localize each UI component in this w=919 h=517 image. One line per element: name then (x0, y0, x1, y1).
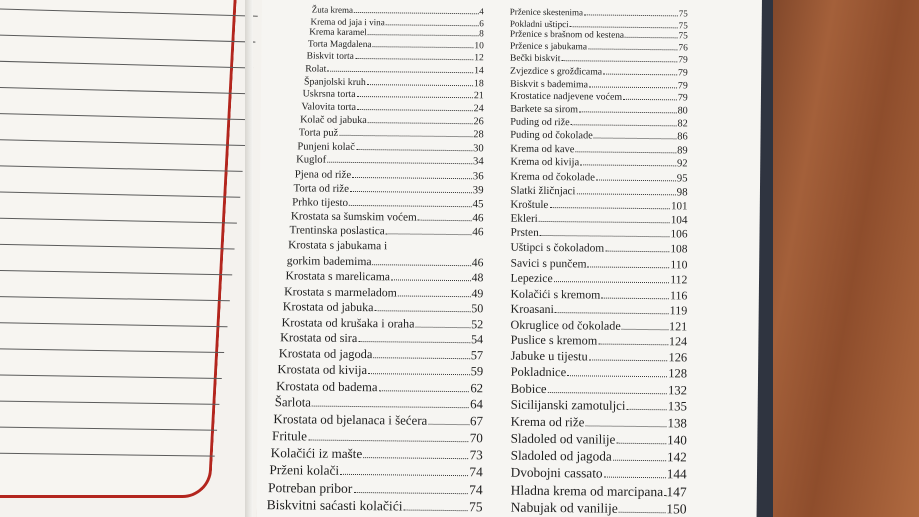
toc-entry-page-number: 75 (678, 19, 688, 30)
toc-entry-page-number: 132 (667, 382, 688, 397)
toc-entry-dots (363, 457, 468, 459)
toc-entry-title: Torta puž (298, 127, 339, 140)
toc-entry (276, 379, 483, 396)
notebook-rule-line (0, 8, 258, 16)
toc-entry-page-number: 54 (470, 332, 484, 347)
toc-entry-page-number: 28 (473, 129, 484, 141)
toc-entry-page-number: 62 (470, 380, 484, 395)
toc-entry-title: Pokladnice (510, 364, 567, 380)
toc-entry-page-number: 124 (668, 334, 688, 349)
toc-entry-title: Sicilijanski zamotuljci (510, 397, 626, 413)
toc-entry-page-number: 73 (469, 447, 483, 463)
toc-entry-page-number: 18 (473, 77, 484, 90)
toc-entry-page-number: 86 (677, 131, 688, 143)
toc-entry-dots (664, 495, 665, 496)
toc-entry-title: Kolačići s kremom (510, 286, 601, 302)
toc-entry-page-number: 79 (678, 67, 688, 79)
toc-entry (510, 286, 687, 303)
toc-entry-dots (567, 375, 667, 377)
toc-entry-page-number: 24 (473, 103, 484, 115)
toc-entry-page-number: 75 (678, 31, 688, 42)
toc-entry-dots (554, 281, 670, 283)
toc-entry-page-number: 101 (670, 199, 688, 213)
toc-entry-title: Krostata od kivija (277, 362, 368, 378)
toc-entry-dots (355, 58, 473, 60)
toc-entry (291, 210, 484, 224)
toc-entry-page-number: 76 (678, 43, 688, 54)
toc-entry (511, 482, 687, 500)
toc-entry (280, 331, 483, 348)
toc-entry-title: Šarlota (274, 395, 312, 410)
toc-entry-page-number: 138 (667, 415, 687, 431)
toc-entry-page-number: 4 (479, 6, 484, 17)
toc-entry (511, 349, 688, 366)
toc-entry-title: Kroštule (510, 198, 549, 211)
toc-entry-dots (374, 310, 470, 312)
toc-entry-page-number: 30 (473, 142, 484, 154)
toc-entry (310, 16, 483, 29)
toc-entry-dots (626, 409, 666, 410)
toc-entry (510, 184, 687, 198)
toc-entry (288, 239, 483, 253)
toc-entry-title: Pokladni uštipci (509, 18, 569, 29)
toc-entry (510, 130, 688, 143)
toc-entry-title: Krema karamel (309, 27, 367, 39)
toc-entry-title: Savici s punčem (510, 256, 587, 271)
toc-entry-title: Fritule (271, 428, 308, 444)
toc-entry-title: Krostata od jabuka (282, 299, 374, 315)
toc-entry-title: Bobice (510, 381, 547, 396)
toc-entry-title: gorkim bademima (286, 253, 372, 268)
toc-entry (510, 117, 688, 130)
toc-entry-dots (349, 205, 471, 207)
notebook-rule-line (0, 296, 230, 302)
toc-entry-title: Puding od čokolade (510, 129, 593, 142)
toc-entry-page-number: 59 (470, 364, 484, 379)
toc-entry (281, 315, 483, 332)
toc-entry-page-number: 48 (471, 270, 484, 284)
toc-entry-page-number: 8 (479, 29, 484, 40)
toc-entry-title: Bečki biskvit (509, 53, 561, 65)
toc-entry-dots (358, 341, 470, 343)
toc-entry (299, 128, 484, 141)
toc-entry-dots (596, 179, 676, 181)
toc-entry-page-number: 75 (468, 499, 483, 515)
toc-entry (510, 157, 687, 170)
toc-entry-title: Punjeni kolač (297, 140, 355, 153)
toc-entry (297, 141, 483, 154)
toc-entry-page-number: 79 (678, 55, 688, 66)
book-gutter (245, 0, 253, 517)
toc-entry-title: Prženice s brašnom od kestena (509, 29, 625, 41)
toc-entry (510, 91, 688, 104)
toc-entry (271, 445, 483, 463)
toc-entry-page-number: 82 (677, 118, 688, 130)
toc-entry-page-number: 45 (472, 197, 484, 210)
toc-entry-dots (354, 12, 478, 14)
notebook-rule-line (0, 270, 232, 276)
toc-entry (510, 54, 688, 66)
toc-entry-dots (589, 360, 668, 362)
toc-entry-dots (616, 443, 666, 445)
toc-entry-dots (353, 492, 468, 494)
toc-entry-page-number: 95 (676, 172, 688, 185)
toc-entry-page-number: 104 (670, 214, 688, 227)
toc-entry-page-number: 46 (471, 255, 484, 270)
toc-entry-dots (540, 235, 670, 237)
toc-entry (300, 114, 484, 127)
toc-entry (273, 412, 483, 429)
toc-entry-page-number: 49 (471, 285, 484, 301)
notebook-rule-line (0, 87, 250, 95)
toc-entry (284, 284, 483, 301)
toc-entry-page-number: 39 (472, 183, 484, 196)
toc-entry-dots (584, 14, 678, 16)
notebook-rule-line (0, 34, 255, 42)
toc-entry-title: Krema od čokolade (510, 170, 595, 184)
toc-entry-page-number: 46 (472, 226, 484, 239)
toc-entry-dots (580, 164, 676, 166)
toc-entry-page-number: 75 (678, 8, 688, 19)
toc-entry-dots (373, 46, 474, 48)
toc-entry-dots (372, 264, 470, 266)
toc-entry (309, 28, 484, 40)
toc-entry-dots (561, 60, 677, 62)
toc-entry (511, 500, 687, 517)
toc-entry (510, 66, 688, 79)
toc-entry-title: Sladoled od vanilije (510, 430, 616, 448)
toc-entry-dots (548, 392, 667, 394)
toc-entry (307, 52, 484, 64)
toc-entry-title: Potreban pribor (267, 479, 353, 496)
toc-entry-dots (589, 86, 677, 88)
toc-entry (510, 42, 688, 54)
toc-entry (510, 227, 687, 241)
toc-entry-title: Pjena od riže (294, 168, 352, 181)
toc-entry-dots (603, 74, 677, 76)
toc-entry-dots (605, 250, 669, 252)
toc-entry-dots (588, 266, 670, 268)
toc-entry-title: Torta Magdalena (307, 39, 372, 51)
toc-entry (267, 497, 483, 515)
toc-entry (511, 365, 688, 382)
toc-entry-page-number: 128 (668, 366, 688, 381)
toc-entry-dots (604, 477, 666, 479)
toc-entry-dots (357, 96, 473, 98)
toc-entry-page-number: 36 (472, 169, 484, 183)
toc-entry (510, 18, 688, 31)
toc-entry-page-number: 74 (469, 464, 483, 480)
toc-entry-title: Slatki žličnjaci (510, 184, 576, 197)
toc-entry-page-number: 126 (668, 350, 688, 365)
toc-entry-page-number: 79 (677, 92, 688, 104)
toc-entry-title: Žuta krema (311, 4, 354, 15)
toc-entry (511, 414, 687, 431)
toc-entry-dots (585, 425, 666, 427)
toc-entry-dots (415, 326, 470, 328)
toc-entry-page-number: 92 (676, 158, 688, 170)
toc-entry-dots (373, 357, 469, 359)
lined-notebook (0, 0, 284, 517)
toc-entry-title: Uštipci s čokoladom (510, 241, 605, 255)
toc-entry (283, 299, 484, 316)
toc-entry (304, 76, 484, 89)
toc-entry-title: Kolač od jabuka (300, 114, 367, 127)
toc-entry (511, 302, 688, 319)
toc-entry-title: Prženi kolači (269, 462, 340, 479)
notebook-rule-line (0, 217, 237, 223)
toc-entry-title: Prženice s jabukama (509, 41, 588, 53)
toc-entry-title: Krostata od badema (276, 378, 378, 394)
toc-entry (510, 143, 687, 156)
toc-entry (272, 428, 483, 446)
toc-entry-dots (327, 162, 472, 165)
toc-entry-dots (340, 474, 468, 476)
toc-entry-dots (428, 423, 469, 424)
toc-entry-title: Zvjezdice s grožđicama (510, 65, 603, 78)
toc-entry-title: Puslice s kremom (510, 332, 598, 348)
toc-entry-title: Krostata sa šumskim voćem (290, 210, 417, 224)
toc-entry-dots (367, 84, 473, 86)
toc-entry-dots (625, 37, 677, 39)
toc-entry-page-number: 142 (666, 449, 687, 465)
notebook-rule-line (0, 374, 222, 379)
toc-entry (295, 168, 484, 182)
toc-entry-dots (549, 207, 670, 209)
toc-entry (510, 271, 687, 286)
toc-entry-page-number: 108 (670, 243, 688, 256)
toc-entry-dots (379, 390, 470, 392)
toc-entry-title: Prženice skestenima (509, 6, 584, 18)
toc-entry-title: Kolačići iz mašte (270, 445, 363, 462)
toc-entry-title: Barkete sa sirom (510, 103, 579, 116)
toc-entry (510, 242, 687, 256)
toc-entry-page-number: 144 (666, 466, 687, 482)
toc-entry-title: Španjolski kruh (303, 76, 366, 88)
toc-entry-dots (539, 221, 670, 223)
notebook-rule-line (0, 348, 225, 353)
notebook-rule-line (0, 243, 235, 249)
toc-entry-dots (357, 109, 473, 111)
toc-entry-title: Trentinska poslastica (289, 224, 385, 238)
toc-entry-dots (368, 373, 470, 375)
toc-entry-title: Sladoled od jagoda (510, 447, 612, 464)
toc-entry-dots (418, 220, 472, 222)
toc-entry-page-number: 79 (677, 80, 688, 92)
toc-entry-page-number: 150 (666, 501, 687, 517)
toc-entry-title: Krostata od sira (280, 330, 358, 346)
toc-entry (268, 480, 483, 498)
toc-entry-title: Krema od kave (510, 143, 575, 155)
toc-entry-title: Krema od riže (510, 414, 585, 429)
toc-entry (511, 398, 687, 415)
toc-entry-title: Rolat (305, 63, 327, 75)
toc-entry (279, 346, 483, 363)
toc-entry-title: Kuglof (296, 154, 327, 166)
toc-entry-dots (352, 177, 472, 179)
toc-entry-page-number: 119 (669, 303, 688, 318)
toc-entry-page-number: 64 (470, 397, 484, 412)
toc-entry (511, 448, 687, 466)
toc-entry (275, 395, 483, 412)
toc-entry-dots (398, 295, 471, 297)
toc-entry (510, 212, 687, 226)
toc-entry (289, 225, 483, 239)
toc-entry-page-number: 57 (470, 348, 484, 363)
toc-entry-page-number: 74 (469, 481, 483, 498)
toc-entry (510, 170, 687, 184)
toc-entry-page-number: 147 (666, 484, 687, 500)
toc-entry (285, 269, 483, 284)
toc-entry-title: Nabujak od vanilije (510, 499, 618, 517)
toc-entry (287, 254, 484, 269)
toc-entry (301, 102, 483, 115)
toc-entry-title: Biskvitni saćasti kolačići (266, 497, 403, 514)
toc-entry (292, 196, 484, 210)
toc-entry (511, 381, 688, 398)
toc-entry-title: Krostata od bjelanaca i šećera (273, 411, 428, 428)
toc-entry-page-number: 121 (669, 318, 688, 334)
toc-entry-page-number: 80 (677, 105, 688, 117)
notebook-page (0, 0, 237, 498)
toc-entry-dots (571, 124, 677, 126)
toc-entry-page-number: 14 (474, 65, 484, 77)
toc-entry-dots (576, 193, 675, 195)
toc-entry-page-number: 98 (676, 185, 688, 199)
toc-entry-dots (598, 344, 668, 346)
toc-entry-dots (327, 71, 473, 74)
notebook-rule-line (0, 165, 242, 172)
toc-entry (511, 333, 688, 350)
toc-entry-dots (619, 512, 665, 513)
toc-entry-page-number: 89 (677, 144, 688, 156)
toc-entry (277, 362, 483, 379)
toc-entry-title: Prsten (510, 226, 539, 240)
toc-entry (510, 30, 688, 42)
toc-entry-title: Dvobojni cassato (510, 465, 603, 482)
toc-entry (511, 465, 687, 483)
toc-entry-page-number: 26 (473, 116, 484, 128)
toc-entry-title: Krema od jaja i vina (310, 16, 385, 27)
toc-entry-title: Torta od riže (293, 181, 350, 195)
toc-entry-page-number: 67 (469, 413, 484, 428)
toc-entry-page-number: 52 (471, 316, 484, 331)
notebook-rule-line (0, 139, 245, 146)
toc-entry-page-number: 12 (474, 53, 484, 64)
toc-entry (293, 182, 483, 196)
toc-entry-dots (404, 510, 468, 512)
toc-entry-dots (613, 460, 666, 462)
toc-entry (510, 104, 688, 117)
toc-entry-dots (356, 149, 472, 151)
toc-entry (305, 64, 484, 77)
toc-entry-dots (312, 405, 469, 408)
toc-entry-title: Lepezice (510, 271, 553, 285)
toc-entry (308, 40, 484, 52)
toc-entry-title: Krostata od jagoda (278, 346, 373, 362)
toc-entry (303, 89, 484, 102)
notebook-rule-line (0, 426, 217, 430)
toc-entry (510, 78, 688, 91)
toc-entry (269, 463, 483, 481)
toc-entry-page-number: 10 (474, 41, 484, 52)
notebook-rule-line (0, 113, 248, 120)
toc-entry-dots (623, 99, 677, 101)
notebook-rule-line (0, 322, 227, 327)
toc-entry-page-number: 140 (667, 432, 687, 448)
toc-entry-title: Hladna krema od marcipana (510, 482, 664, 500)
toc-entry-title: Biskvit torta (306, 51, 354, 63)
toc-entry-page-number: 34 (472, 156, 484, 168)
toc-entry-dots (368, 122, 473, 124)
toc-entry-title: Prhko tijesto (292, 195, 349, 209)
toc-entry-title: Valovita torta (301, 101, 357, 114)
toc-entry (511, 431, 687, 449)
toc-entry-title: Krostata s jabukama i (288, 239, 388, 253)
notebook-rule-line (0, 400, 219, 405)
toc-entry-dots (588, 48, 677, 50)
toc-entry-dots (386, 234, 471, 236)
toc-entry-dots (368, 34, 478, 36)
toc-entry (510, 256, 687, 271)
notebook-rule-line (0, 61, 253, 69)
notebook-rule-line (0, 191, 240, 198)
toc-entry-title: Krostata od krušaka i oraha (281, 314, 415, 331)
book-page (256, 0, 762, 517)
toc-entry-title: Kroasani (510, 301, 554, 317)
toc-entry-page-number: 135 (667, 399, 688, 414)
toc-entry-title: Ekleri (510, 212, 538, 225)
toc-entry-title: Okruglice od čokolade (510, 317, 621, 333)
toc-entry-title: Krostatice nadjevene voćem (510, 90, 623, 104)
toc-entry-title: Uskrsna torta (302, 88, 356, 101)
notebook-rule-line (0, 452, 214, 456)
toc-entry-dots (391, 279, 471, 281)
toc-entry-title: Krema od kivija (510, 156, 580, 169)
toc-entry-title: Biskvit s bademima (510, 78, 589, 91)
toc-entry-dots (339, 135, 472, 137)
toc-entry-page-number: 46 (472, 212, 484, 225)
toc-entry (511, 317, 688, 334)
toc-entry-page-number: 116 (669, 288, 688, 303)
toc-entry (510, 198, 687, 212)
toc-entry (296, 154, 484, 167)
toc-entry-dots (594, 138, 676, 140)
toc-entry-dots (350, 191, 472, 193)
toc-entry-title: Jabuke u tijestu (510, 348, 588, 364)
toc-entry-dots (570, 26, 678, 28)
toc-entry-dots (575, 151, 676, 153)
toc-entry-dots (622, 328, 668, 329)
toc-entry-page-number: 70 (469, 430, 483, 446)
toc-entry-title: Puding od riže (510, 116, 570, 129)
toc-entry-page-number: 106 (670, 228, 688, 241)
toc-entry-title: Krostata s marelicama (285, 268, 391, 283)
toc-entry-dots (308, 440, 469, 443)
toc-entry-dots (386, 24, 478, 26)
toc-entry-page-number: 112 (670, 272, 688, 287)
toc-entry-dots (579, 111, 677, 113)
toc-entry-page-number: 110 (670, 257, 688, 272)
toc-entry-dots (555, 312, 669, 314)
toc-entry-dots (601, 297, 669, 299)
toc-entry-page-number: 21 (473, 90, 484, 102)
toc-entry-page-number: 6 (479, 17, 484, 28)
toc-entry-page-number: 50 (471, 301, 484, 316)
toc-entry-title: Krostata s marmeladom (284, 284, 397, 300)
